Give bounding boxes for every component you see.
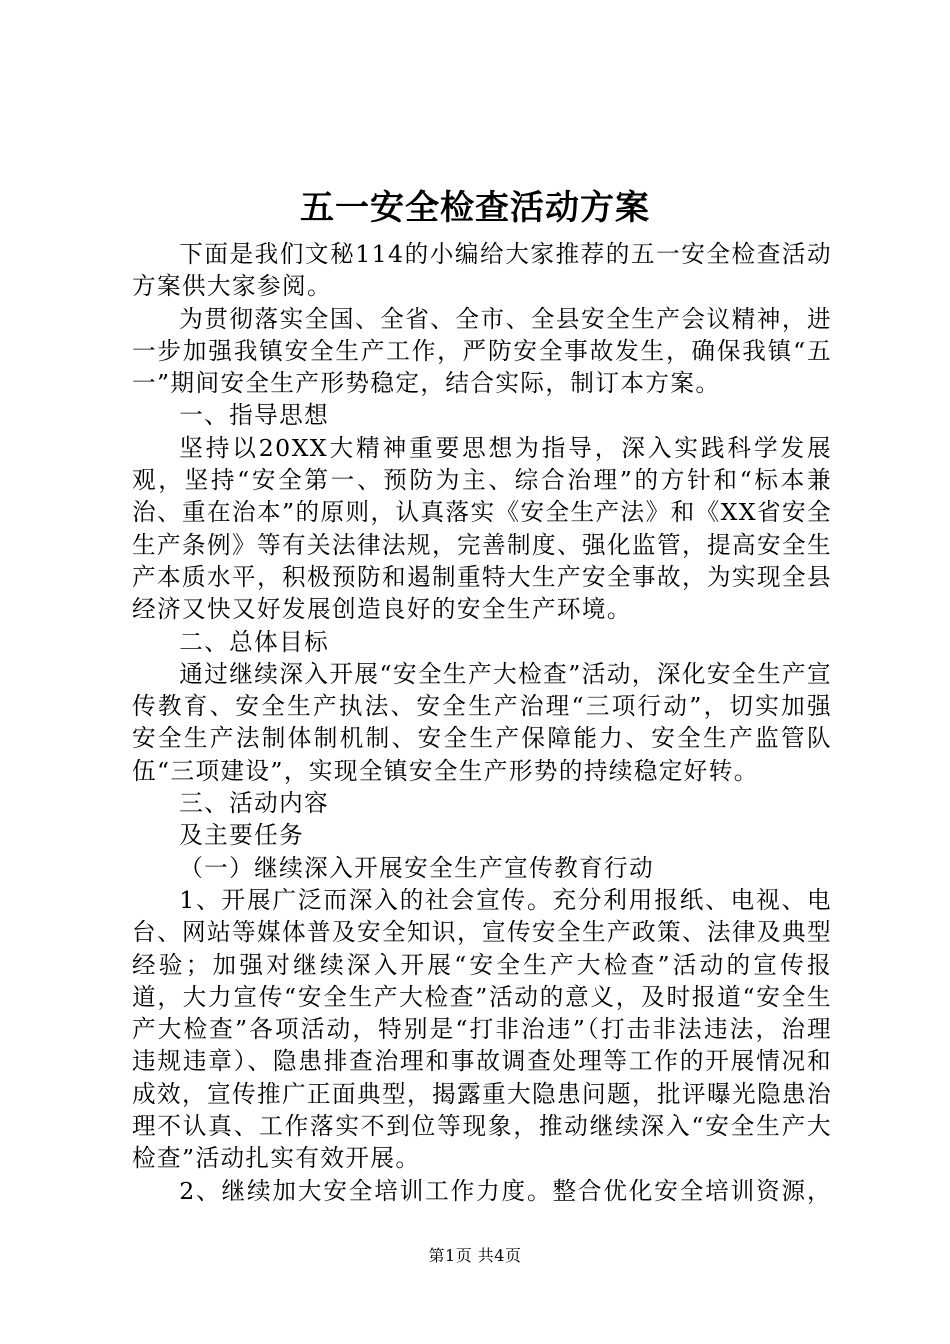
paragraph-guiding-ideology: 坚持以20XX大精神重要思想为指导，深入实践科学发展观，坚持“安全第一、预防为主、综合治理”的方针和“标本兼治、重在治本”的原则，认真落实《安全生产法》和《XX省安全生产条例》等有关法律法规，完善制度、强化监管，提高安全生产本质水平，积极预防和遏制重特大生产安全事故，为实现全县经济又快又好发展创造良好的安全生产环境。 <box>132 433 832 624</box>
heading-guiding-ideology: 一、指导思想 <box>179 401 330 430</box>
document-title: 五一安全检查活动方案 <box>300 188 650 228</box>
heading-overall-goal: 二、总体目标 <box>179 627 330 656</box>
paragraph-overall-goal: 通过继续深入开展“安全生产大检查”活动，深化安全生产宣传教育、安全生产执法、安全生产治理“三项行动”，切实加强安全生产法制体制机制、安全生产保障能力、安全生产监管队伍“三项建设”，实现全镇安全生产形势的持续稳定好转。 <box>132 659 832 785</box>
heading-main-tasks: 及主要任务 <box>179 821 305 850</box>
paragraph-purpose: 为贯彻落实全国、全省、全市、全县安全生产会议精神，进一步加强我镇安全生产工作，严防安全事故发生，确保我镇“五一”期间安全生产形势稳定，结合实际，制订本方案。 <box>132 304 832 398</box>
subheading-publicity-education: （一）继续深入开展安全生产宣传教育行动 <box>179 853 655 882</box>
document-body <box>132 238 832 1207</box>
heading-activity-content: 三、活动内容 <box>179 789 330 818</box>
page-number-footer: 第1页 共4页 <box>428 1246 522 1265</box>
paragraph-social-publicity: 1、开展广泛而深入的社会宣传。充分利用报纸、电视、电台、网站等媒体普及安全知识，宣传安全生产政策、法律及典型经验；加强对继续深入开展“安全生产大检查”活动的宣传报道，大力宣传“安全生产大检查”活动的意义，及时报道“安全生产大检查”各项活动，特别是“打非治违”（打击非法违法，治理违规违章）、隐患排查治理和事故调查处理等工作的开展情况和成效，宣传推广正面典型，揭露重大隐患问题，批评曝光隐患治理不认真、工作落实不到位等现象，推动继续深入“安全生产大检查”活动扎实有效开展。 <box>132 885 832 1173</box>
paragraph-intro: 下面是我们文秘114的小编给大家推荐的五一安全检查活动方案供大家参阅。 <box>132 240 832 301</box>
paragraph-safety-training: 2、继续加大安全培训工作力度。整合优化安全培训资源， <box>179 1176 832 1205</box>
